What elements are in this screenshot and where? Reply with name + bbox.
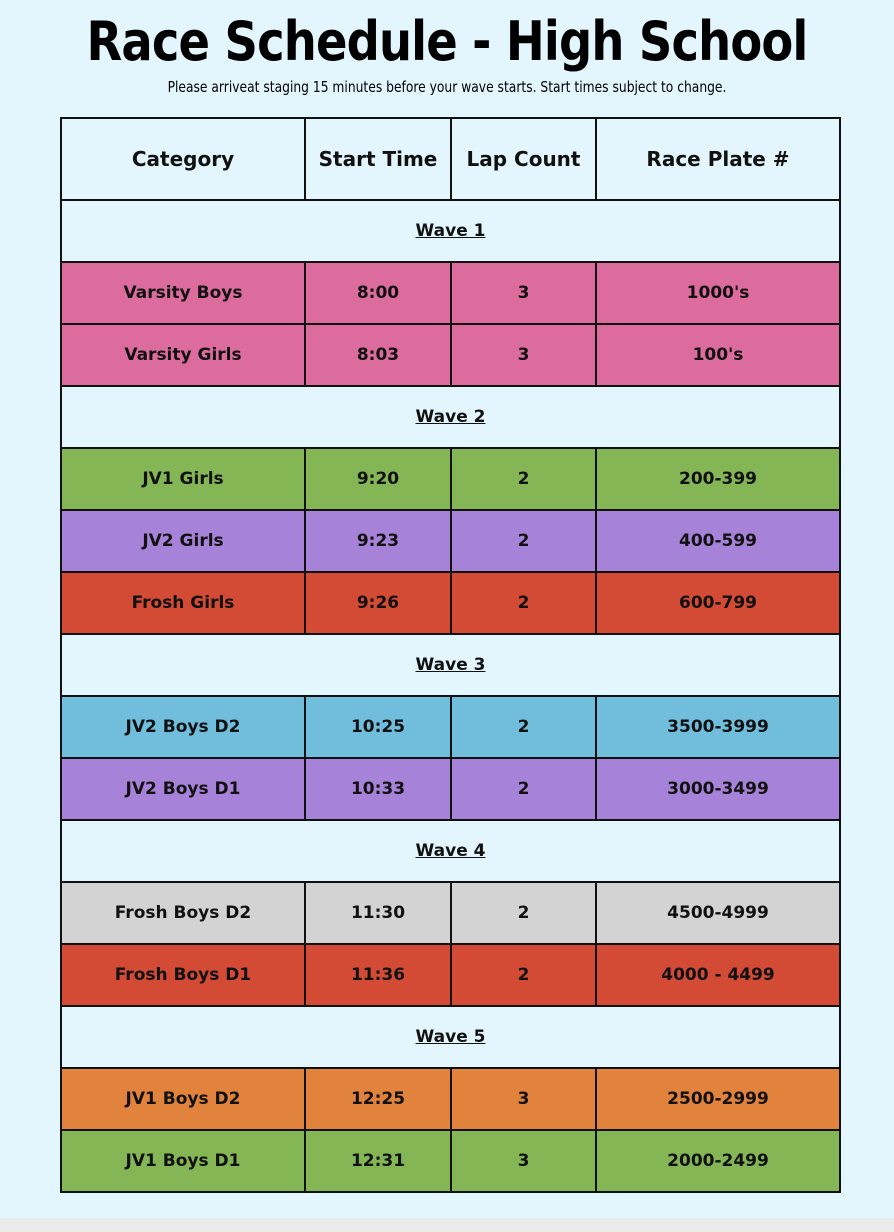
start-time-cell: 11:30 (305, 882, 451, 944)
wave-label: Wave 2 (415, 407, 486, 427)
wave-label: Wave 5 (415, 1027, 486, 1047)
category-cell: JV1 Boys D1 (61, 1130, 305, 1192)
category-cell: JV1 Girls (61, 448, 305, 510)
start-time-cell: 9:26 (305, 572, 451, 634)
category-cell: Frosh Boys D2 (61, 882, 305, 944)
category-cell: JV2 Boys D1 (61, 758, 305, 820)
start-time-cell: 8:03 (305, 324, 451, 386)
start-time-cell: 8:00 (305, 262, 451, 324)
lap-count-cell: 3 (451, 262, 596, 324)
page-subtitle: Please arriveat staging 15 minutes before your wave starts. Start times subject to change. (167, 78, 727, 96)
lap-count-cell: 2 (451, 944, 596, 1006)
race-plate-cell: 3500-3999 (596, 696, 840, 758)
schedule-table (60, 117, 841, 1193)
race-plate-cell: 4000 - 4499 (596, 944, 840, 1006)
bottom-strip (0, 1218, 894, 1232)
wave-label: Wave 1 (415, 221, 486, 241)
wave-cell (61, 386, 840, 448)
category-cell: Frosh Boys D1 (61, 944, 305, 1006)
start-time-cell: 9:23 (305, 510, 451, 572)
category-cell: JV2 Girls (61, 510, 305, 572)
category-cell: Frosh Girls (61, 572, 305, 634)
category-cell: Varsity Boys (61, 262, 305, 324)
table-row (61, 1130, 840, 1192)
wave-cell (61, 1006, 840, 1068)
wave-row (61, 820, 840, 882)
table-row (61, 758, 840, 820)
table-row (61, 944, 840, 1006)
race-plate-cell: 3000-3499 (596, 758, 840, 820)
category-cell: JV1 Boys D2 (61, 1068, 305, 1130)
wave-label: Wave 4 (415, 841, 486, 861)
start-time-cell: 10:33 (305, 758, 451, 820)
race-plate-cell: 600-799 (596, 572, 840, 634)
lap-count-cell: 2 (451, 510, 596, 572)
lap-count-cell: 2 (451, 572, 596, 634)
race-plate-cell: 2500-2999 (596, 1068, 840, 1130)
lap-count-cell: 2 (451, 448, 596, 510)
race-plate-cell: 200-399 (596, 448, 840, 510)
start-time-cell: 12:25 (305, 1068, 451, 1130)
race-plate-cell: 2000-2499 (596, 1130, 840, 1192)
lap-count-cell: 2 (451, 696, 596, 758)
start-time-cell: 9:20 (305, 448, 451, 510)
header-lap-count: Lap Count (451, 118, 596, 200)
wave-cell (61, 200, 840, 262)
category-cell: JV2 Boys D2 (61, 696, 305, 758)
header-start-time: Start Time (305, 118, 451, 200)
lap-count-cell: 3 (451, 1068, 596, 1130)
start-time-cell: 10:25 (305, 696, 451, 758)
start-time-cell: 12:31 (305, 1130, 451, 1192)
wave-row (61, 386, 840, 448)
wave-row (61, 634, 840, 696)
table-row (61, 882, 840, 944)
wave-row (61, 200, 840, 262)
wave-row (61, 1006, 840, 1068)
category-cell: Varsity Girls (61, 324, 305, 386)
lap-count-cell: 3 (451, 1130, 596, 1192)
race-plate-cell: 100's (596, 324, 840, 386)
header-category: Category (61, 118, 305, 200)
race-plate-cell: 4500-4999 (596, 882, 840, 944)
wave-label: Wave 3 (415, 655, 486, 675)
header-row (61, 118, 840, 200)
page-title: Race Schedule - High School (86, 10, 808, 73)
wave-cell (61, 820, 840, 882)
table-row (61, 572, 840, 634)
race-plate-cell: 1000's (596, 262, 840, 324)
race-plate-cell: 400-599 (596, 510, 840, 572)
table-row (61, 696, 840, 758)
start-time-cell: 11:36 (305, 944, 451, 1006)
schedule-body (61, 200, 840, 1192)
table-row (61, 324, 840, 386)
lap-count-cell: 2 (451, 758, 596, 820)
lap-count-cell: 2 (451, 882, 596, 944)
table-row (61, 1068, 840, 1130)
table-row (61, 510, 840, 572)
header-race-plate: Race Plate # (596, 118, 840, 200)
table-row (61, 262, 840, 324)
table-row (61, 448, 840, 510)
wave-cell (61, 634, 840, 696)
lap-count-cell: 3 (451, 324, 596, 386)
